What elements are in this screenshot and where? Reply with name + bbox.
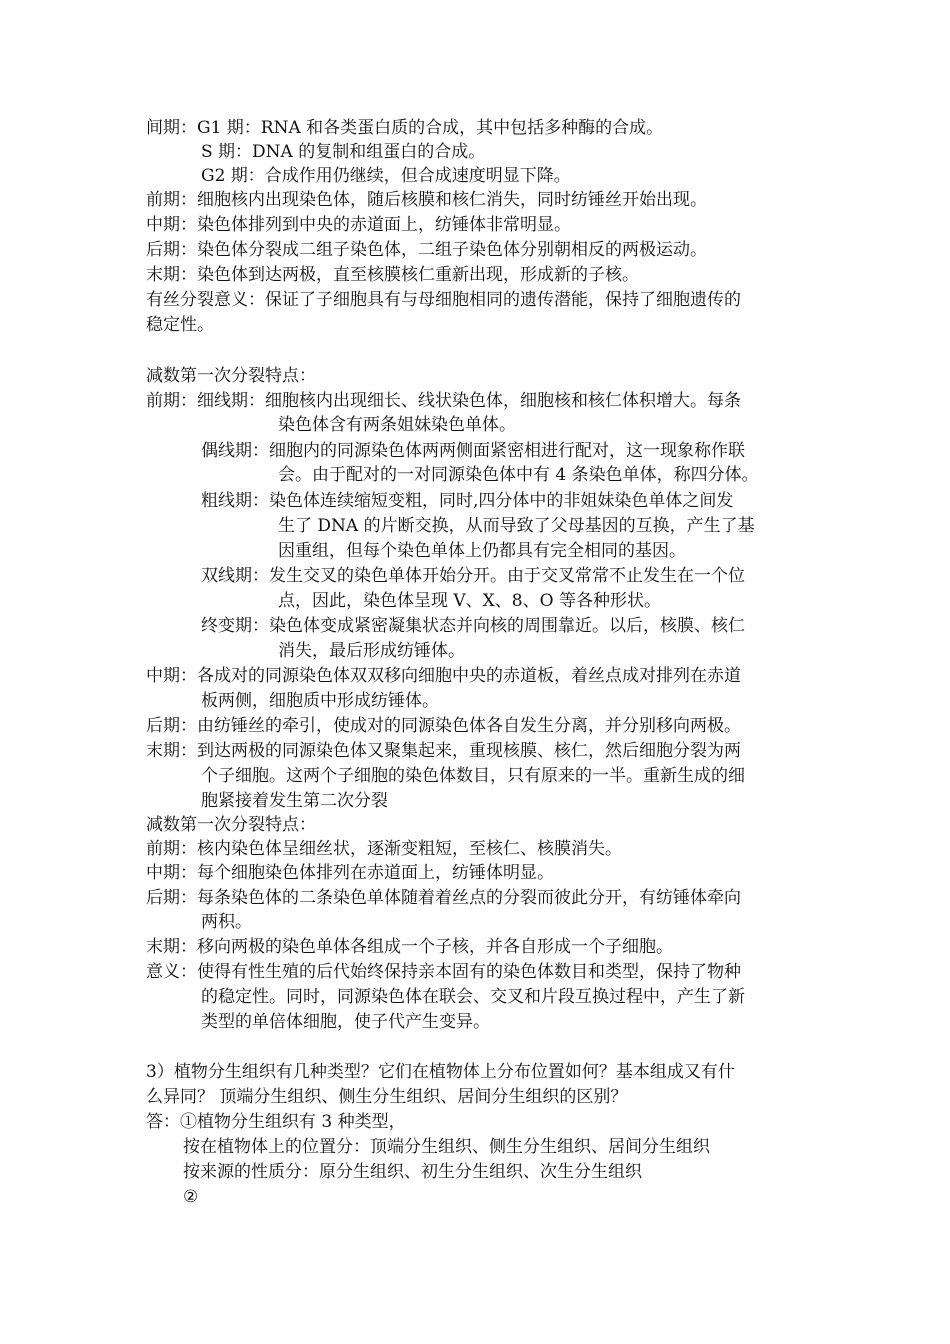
meiosis1-zygotene: 偶线期：细胞内的同源染色体两两侧面紧密相进行配对，这一现象称作联	[201, 441, 745, 461]
meiosis1-zygotene-cont: 会。由于配对的一对同源染色体中有 4 条染色单体，称四分体。	[278, 465, 759, 485]
meiosis1-heading: 减数第一次分裂特点：	[146, 366, 316, 386]
interphase-s-line: S 期：DNA 的复制和组蛋白的合成。	[201, 142, 486, 162]
meiosis2-significance-cont: 的稳定性。同时，同源染色体在联会、交叉和片段互换过程中，产生了新	[201, 987, 745, 1007]
question3-answer: 答：①植物分生组织有 3 种类型，	[146, 1112, 406, 1132]
meiosis2-heading: 减数第一次分裂特点：	[146, 815, 316, 835]
meiosis1-diakinesis-cont: 消失，最后形成纺锤体。	[278, 641, 465, 661]
mitosis-prophase: 前期：细胞核内出现染色体，随后核膜和核仁消失，同时纺锤丝开始出现。	[146, 190, 707, 210]
meiosis2-significance: 意义：使得有性生殖的后代始终保持亲本固有的染色体数目和类型，保持了物种	[146, 962, 741, 982]
meiosis1-pachytene-cont: 生了 DNA 的片断交换，从而导致了父母基因的互换，产生了基	[278, 516, 755, 536]
meiosis2-anaphase-cont: 两积。	[201, 912, 252, 932]
meiosis1-diplotene: 双线期：发生交叉的染色单体开始分开。由于交叉常常不止发生在一个位	[201, 566, 745, 586]
interphase-g1-line: 间期：G1 期：RNA 和各类蛋白质的合成，其中包括多种酶的合成。	[146, 118, 664, 138]
interphase-g2-line: G2 期：合成作用仍继续，但合成速度明显下降。	[201, 166, 571, 186]
meiosis1-telophase-cont2: 胞紧接着发生第二次分裂	[201, 791, 388, 811]
meiosis1-anaphase: 后期：由纺锤丝的牵引，使成对的同源染色体各自发生分离，并分别移向两极。	[146, 716, 741, 736]
meiosis2-metaphase: 中期：每个细胞染色体排列在赤道面上，纺锤体明显。	[146, 863, 554, 883]
mitosis-metaphase: 中期：染色体排列到中央的赤道面上，纺锤体非常明显。	[146, 215, 571, 235]
meiosis1-telophase-cont: 个子细胞。这两个子细胞的染色体数目，只有原来的一半。重新生成的细	[201, 766, 745, 786]
mitosis-significance-cont: 稳定性。	[146, 315, 214, 335]
question3-answer-position: 按在植物体上的位置分：顶端分生组织、侧生分生组织、居间分生组织	[183, 1137, 710, 1157]
meiosis2-significance-cont2: 类型的单倍体细胞，使子代产生变异。	[201, 1012, 490, 1032]
question3-text: 3）植物分生组织有几种类型？它们在植物体上分布位置如何？基本组成又有什	[146, 1062, 735, 1082]
meiosis2-anaphase: 后期：每条染色体的二条染色单体随着着丝点的分裂而彼此分开，有纺锤体牵向	[146, 888, 741, 908]
mitosis-significance: 有丝分裂意义：保证了子细胞具有与母细胞相同的遗传潜能，保持了细胞遗传的	[146, 290, 741, 310]
meiosis1-diakinesis: 终变期：染色体变成紧密凝集状态并向核的周围靠近。以后，核膜、核仁	[201, 616, 745, 636]
question3-text-cont: 么异同？ 顶端分生组织、侧生分生组织、居间分生组织的区别？	[146, 1087, 628, 1107]
mitosis-anaphase: 后期：染色体分裂成二组子染色体，二组子染色体分别朝相反的两极运动。	[146, 240, 707, 260]
meiosis1-pachytene: 粗线期：染色体连续缩短变粗，同时,四分体中的非姐妹染色单体之间发	[201, 491, 734, 511]
meiosis1-leptotene: 前期：细线期：细胞核内出现细长、线状染色体，细胞核和核仁体积增大。每条	[146, 391, 741, 411]
meiosis1-leptotene-cont: 染色体含有两条姐妹染色单体。	[278, 415, 516, 435]
question3-answer-item2: ②	[183, 1187, 199, 1207]
meiosis2-prophase: 前期：核内染色体呈细丝状，逐渐变粗短，至核仁、核膜消失。	[146, 839, 622, 859]
meiosis1-telophase: 末期：到达两极的同源染色体又聚集起来，重现核膜、核仁，然后细胞分裂为两	[146, 741, 741, 761]
question3-answer-origin: 按来源的性质分：原分生组织、初生分生组织、次生分生组织	[183, 1162, 642, 1182]
meiosis2-telophase: 末期：移向两极的染色单体各组成一个子核，并各自形成一个子细胞。	[146, 937, 673, 957]
meiosis1-metaphase-cont: 板两侧，细胞质中形成纺锤体。	[201, 691, 439, 711]
meiosis1-pachytene-cont2: 因重组，但每个染色单体上仍都具有完全相同的基因。	[278, 541, 686, 561]
mitosis-telophase: 末期：染色体到达两极，直至核膜核仁重新出现，形成新的子核。	[146, 265, 639, 285]
meiosis1-diplotene-cont: 点，因此，染色体呈现 V、X、8、O 等各种形状。	[278, 591, 661, 611]
meiosis1-metaphase: 中期：各成对的同源染色体双双移向细胞中央的赤道板，着丝点成对排列在赤道	[146, 666, 741, 686]
